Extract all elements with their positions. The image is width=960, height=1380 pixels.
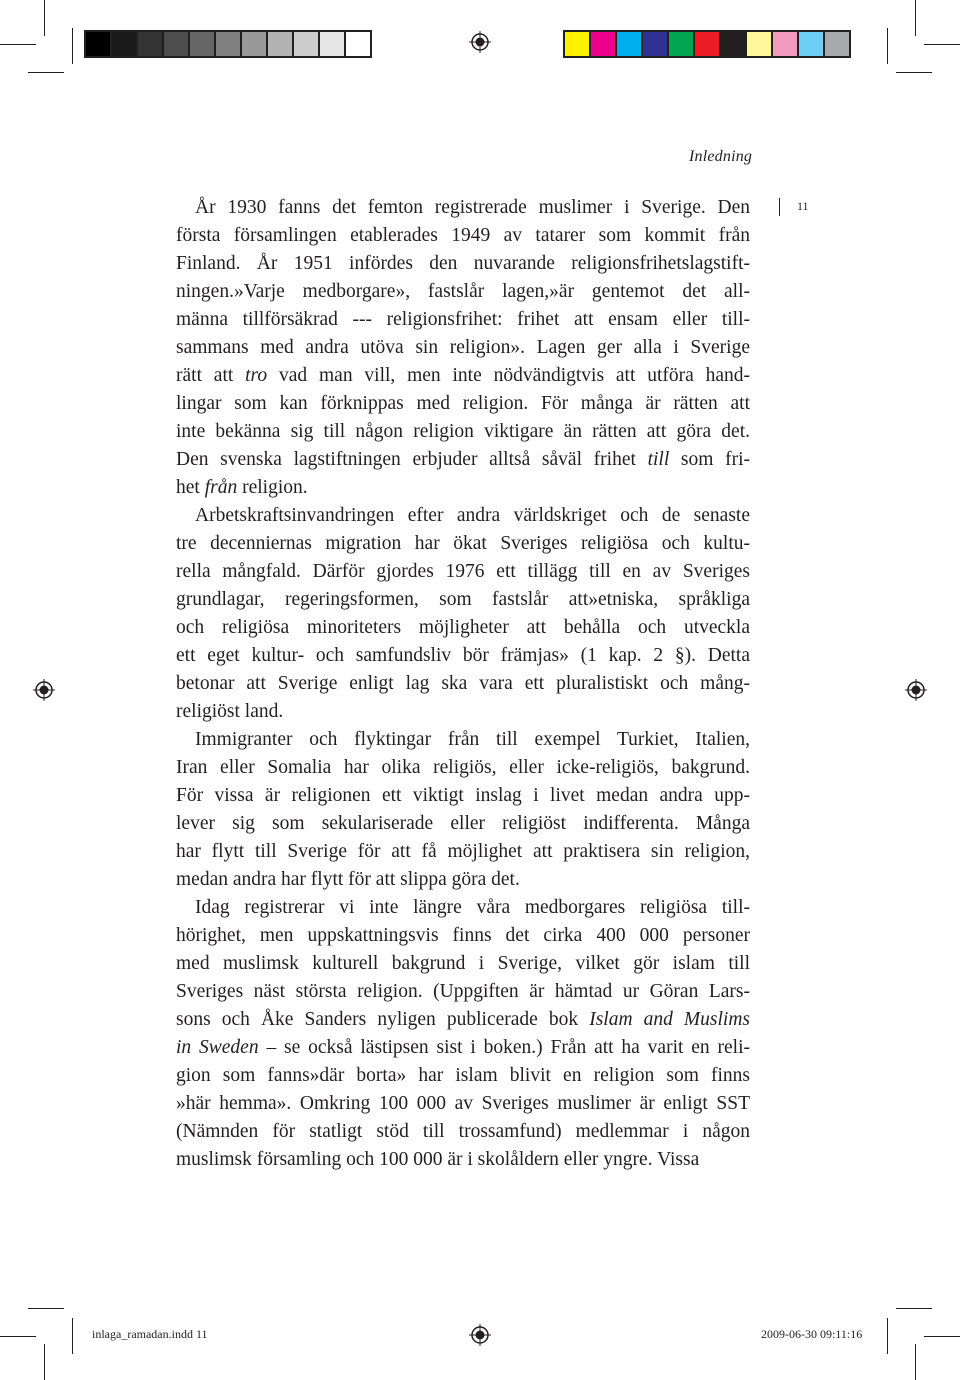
paragraph [176,194,750,502]
crop-mark [72,1318,73,1354]
color-swatch [162,30,190,58]
text-line: År 1930 fanns det femton registrerade muslimer i Sverige. Den [195,197,750,218]
text-line: rella mångfald. Därför gjordes 1976 ett tillägg till en av Sveriges [176,561,750,582]
text-line: Arbetskraftsinvandringen efter andra världskriget och de senaste [195,505,750,526]
registration-mark-icon [33,679,55,701]
color-swatch [667,30,695,58]
text-line: tre decenniernas migration har ökat Sveriges religiösa och kultu- [176,533,750,554]
text-line: har flytt till Sverige för att få möjlighet att praktisera sin religion, [176,841,750,862]
crop-mark [924,1336,960,1337]
text-line: betonar att Sverige enligt lag ska vara ett pluralistiskt och mång- [176,673,750,694]
color-swatch [745,30,773,58]
color-swatch [266,30,294,58]
color-swatch [214,30,242,58]
crop-mark [28,72,64,73]
slug-timestamp: 2009-06-30 09:11:16 [761,1327,863,1341]
text-line: lever sig som sekulariserade eller religiöst indifferenta. Många [176,813,750,834]
grayscale-color-bar [84,30,370,58]
crop-mark [0,44,36,45]
page-number: 11 [797,199,809,213]
text-line: sons och Åke Sanders nyligen publicerade bok Islam and Muslims [176,1009,751,1030]
paragraph [176,502,750,726]
text-line: med muslimsk kulturell bakgrund i Sverige, vilket gör islam till [176,953,750,974]
process-color-bar [563,30,849,58]
text-line: Iran eller Somalia har olika religiös, eller icke-religiös, bakgrund. [176,757,750,778]
running-head: Inledning [689,148,753,165]
text-line: sammans med andra utöva sin religion». Lagen ger alla i Sverige [176,337,750,358]
color-swatch [797,30,825,58]
registration-mark-icon [469,31,491,53]
text-line: inte bekänna sig till någon religion viktigare än rätten att göra det. [176,421,750,442]
color-swatch [318,30,346,58]
color-swatch [136,30,164,58]
text-line: För vissa är religionen ett viktigt inslag i livet medan andra upp- [176,785,750,806]
text-line: lingar som kan förknippas med religion. För många är rätten att [176,393,750,414]
text-line: religiöst land. [176,701,284,722]
slug-filename: inlaga_ramadan.indd 11 [92,1327,208,1341]
paragraph [176,726,750,894]
color-swatch [344,30,372,58]
crop-mark [887,1318,888,1354]
color-swatch [641,30,669,58]
color-swatch [823,30,851,58]
crop-mark [896,72,932,73]
text-line: Finland. År 1951 infördes den nuvarande religionsfrihetslagstift- [176,253,750,274]
crop-mark [896,1308,932,1309]
crop-mark [924,44,960,45]
text-line: första församlingen etablerades 1949 av tatarer som kommit från [176,225,750,246]
text-line: männa tillförsäkrad --- religionsfrihet: frihet att ensam eller till- [176,309,750,330]
text-line: Idag registrerar vi inte längre våra medborgares religiösa till- [195,897,750,918]
color-swatch [589,30,617,58]
color-swatch [84,30,112,58]
text-line: ningen.»Varje medborgare», fastslår lagen,»är gentemot det all- [176,281,750,302]
paragraph [176,894,750,1174]
registration-mark-icon [905,679,927,701]
color-swatch [719,30,747,58]
crop-mark [72,28,73,64]
color-swatch [693,30,721,58]
body-text [176,194,750,1174]
text-line: het från religion. [176,477,308,498]
crop-mark [0,1336,36,1337]
text-line: Den svenska lagstiftningen erbjuder alltså såväl frihet till som fri- [176,449,750,470]
color-swatch [615,30,643,58]
crop-mark [915,0,916,36]
text-line: muslimsk församling och 100 000 är i skolåldern eller yngre. Vissa [176,1149,700,1170]
text-line: medan andra har flytt för att slippa göra det. [176,869,520,890]
color-swatch [188,30,216,58]
crop-mark [44,1344,45,1380]
crop-mark [915,1344,916,1380]
text-line: gion som fanns»där borta» har islam blivit en religion som finns [176,1065,750,1086]
color-swatch [563,30,591,58]
text-line: Sveriges näst största religion. (Uppgiften är hämtad ur Göran Lars- [176,981,750,1002]
text-line: »här hemma». Omkring 100 000 av Sveriges muslimer är enligt SST [176,1093,750,1114]
text-line: (Nämnden för statligt stöd till trossamfund) medlemmar i någon [176,1121,750,1142]
color-swatch [292,30,320,58]
color-swatch [771,30,799,58]
text-line: och religiösa minoriteters möjligheter att behålla och utveckla [176,617,750,638]
text-line: in Sweden – se också lästipsen sist i boken.) Från att ha varit en reli- [176,1037,751,1058]
crop-mark [28,1308,64,1309]
color-swatch [110,30,138,58]
crop-mark [44,0,45,36]
text-line: grundlagar, regeringsformen, som fastslår att»etniska, språkliga [176,589,750,610]
folio-rule [779,198,780,216]
color-swatch [240,30,268,58]
text-line: rätt att tro vad man vill, men inte nödvändigtvis att utföra hand- [176,365,750,386]
crop-mark [887,28,888,64]
text-line: ett eget kultur- och samfundsliv bör främjas» (1 kap. 2 §). Detta [176,645,750,666]
registration-mark-icon [469,1324,491,1346]
text-line: Immigranter och flyktingar från till exempel Turkiet, Italien, [195,729,750,750]
text-line: hörighet, men uppskattningsvis finns det cirka 400 000 personer [176,925,750,946]
